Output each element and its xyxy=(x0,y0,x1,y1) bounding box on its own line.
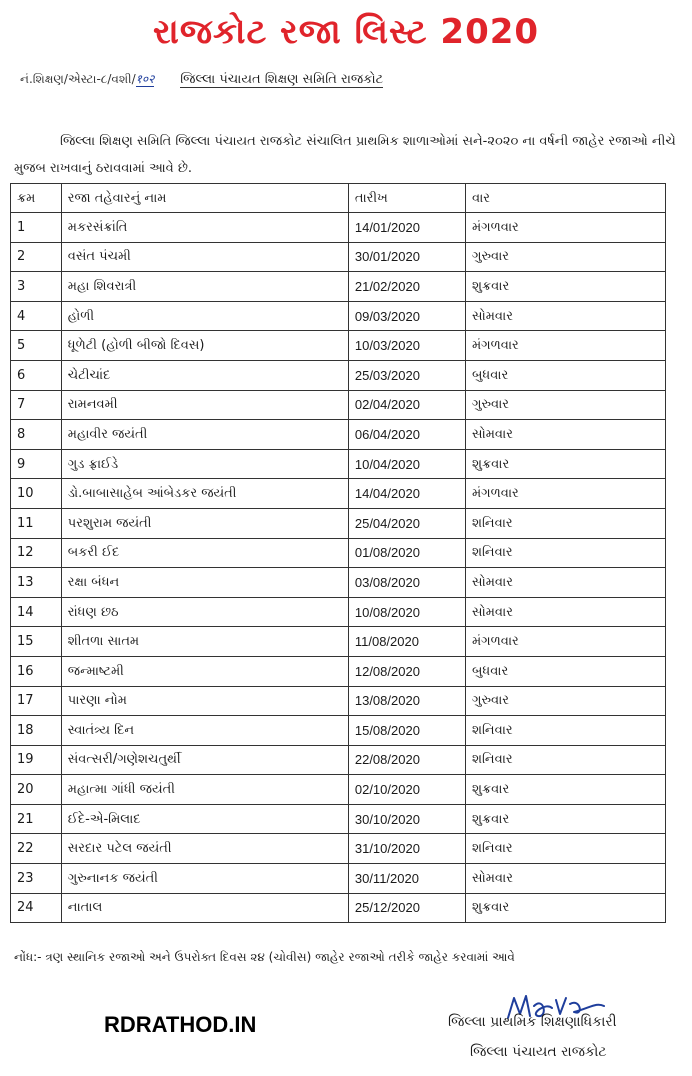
cell-day: સોમવાર xyxy=(465,864,665,894)
cell-no: 20 xyxy=(11,775,62,805)
cell-day: શનિવાર xyxy=(465,716,665,746)
intro-text: જિલ્લા શિક્ષણ સમિતિ જિલ્લા પંચાયત રાજકોટ સંચાલિત પ્રાથમિક શાળાઓમાં સને-૨૦૨૦ ના વર્ષની જાહેર રજાઓ નીચે મુજબ રાખવાનું ઠરાવવામાં આવે છે. xyxy=(14,134,676,176)
cell-no: 5 xyxy=(11,331,62,361)
cell-name: ધૂળેટી (હોળી બીજો દિવસ) xyxy=(61,331,348,361)
signatory-title: જિલ્લા પ્રાથમિક શિક્ષણાધિકારી xyxy=(448,1014,617,1030)
cell-no: 14 xyxy=(11,597,62,627)
cell-name: સરદાર પટેલ જયંતી xyxy=(61,834,348,864)
cell-date: 13/08/2020 xyxy=(348,686,465,716)
cell-no: 3 xyxy=(11,272,62,302)
cell-day: સોમવાર xyxy=(465,568,665,598)
cell-name: ડો.બાબાસાહેબ આંબેડકર જયંતી xyxy=(61,479,348,509)
cell-date: 10/04/2020 xyxy=(348,449,465,479)
cell-date: 10/08/2020 xyxy=(348,597,465,627)
cell-name: પારણા નોમ xyxy=(61,686,348,716)
cell-day: શનિવાર xyxy=(465,538,665,568)
cell-date: 06/04/2020 xyxy=(348,420,465,450)
cell-date: 03/08/2020 xyxy=(348,568,465,598)
cell-no: 7 xyxy=(11,390,62,420)
cell-name: રામનવમી xyxy=(61,390,348,420)
header-date: તારીખ xyxy=(348,184,465,213)
cell-day: શુક્રવાર xyxy=(465,775,665,805)
header-name: રજા તહેવારનું નામ xyxy=(61,184,348,213)
cell-date: 30/10/2020 xyxy=(348,804,465,834)
cell-day: ગુરુવાર xyxy=(465,686,665,716)
reference-number-prefix: નં.શિક્ષણ/એસ્ટા-૮/વશી/ xyxy=(20,72,136,86)
cell-no: 6 xyxy=(11,360,62,390)
cell-name: ચેટીચાંદ xyxy=(61,360,348,390)
cell-date: 10/03/2020 xyxy=(348,331,465,361)
table-row xyxy=(11,627,666,657)
cell-day: મંગળવાર xyxy=(465,331,665,361)
intro-paragraph xyxy=(14,128,679,182)
table-row xyxy=(11,331,666,361)
table-body xyxy=(11,213,666,923)
cell-day: શનિવાર xyxy=(465,745,665,775)
cell-no: 24 xyxy=(11,893,62,923)
cell-no: 16 xyxy=(11,656,62,686)
table-row xyxy=(11,538,666,568)
signatory-office: જિલ્લા પંચાયત રાજકોટ xyxy=(470,1044,607,1060)
cell-no: 4 xyxy=(11,301,62,331)
table-row xyxy=(11,745,666,775)
cell-name: ગુરુનાનક જયંતી xyxy=(61,864,348,894)
cell-date: 31/10/2020 xyxy=(348,834,465,864)
cell-name: ઈદે-એ-મિલાદ xyxy=(61,804,348,834)
cell-date: 12/08/2020 xyxy=(348,656,465,686)
cell-day: શુક્રવાર xyxy=(465,272,665,302)
cell-name: નાતાલ xyxy=(61,893,348,923)
note: નોંધ:- ત્રણ સ્થાનિક રજાઓ અને ઉપરોક્ત દિવસ ૨૪ (ચોવીસ) જાહેર રજાઓ તરીકે જાહેર કરવામાં આવે xyxy=(14,950,515,964)
cell-no: 1 xyxy=(11,213,62,243)
cell-no: 13 xyxy=(11,568,62,598)
cell-name: જન્માષ્ટમી xyxy=(61,656,348,686)
cell-day: શુક્રવાર xyxy=(465,893,665,923)
table-row xyxy=(11,420,666,450)
cell-name: ગુડ ફ્રાઈડે xyxy=(61,449,348,479)
cell-day: મંગળવાર xyxy=(465,479,665,509)
table-row xyxy=(11,568,666,598)
cell-date: 25/12/2020 xyxy=(348,893,465,923)
website-watermark: RDRATHOD.IN xyxy=(104,1012,257,1037)
cell-day: બુધવાર xyxy=(465,360,665,390)
cell-date: 11/08/2020 xyxy=(348,627,465,657)
cell-date: 25/03/2020 xyxy=(348,360,465,390)
cell-name: શીતળા સાતમ xyxy=(61,627,348,657)
cell-date: 30/01/2020 xyxy=(348,242,465,272)
cell-day: શુક્રવાર xyxy=(465,449,665,479)
cell-name: મકરસંક્રાંતિ xyxy=(61,213,348,243)
cell-date: 15/08/2020 xyxy=(348,716,465,746)
cell-day: શનિવાર xyxy=(465,508,665,538)
issuer-name: જિલ્લા પંચાયત શિક્ષણ સમિતિ રાજકોટ xyxy=(180,72,384,87)
table-row xyxy=(11,360,666,390)
cell-day: સોમવાર xyxy=(465,597,665,627)
table-row xyxy=(11,775,666,805)
cell-day: મંગળવાર xyxy=(465,213,665,243)
table-row xyxy=(11,301,666,331)
cell-date: 21/02/2020 xyxy=(348,272,465,302)
cell-date: 14/01/2020 xyxy=(348,213,465,243)
table-row xyxy=(11,597,666,627)
cell-date: 14/04/2020 xyxy=(348,479,465,509)
cell-day: સોમવાર xyxy=(465,301,665,331)
cell-date: 25/04/2020 xyxy=(348,508,465,538)
cell-no: 22 xyxy=(11,834,62,864)
table-row xyxy=(11,272,666,302)
cell-day: બુધવાર xyxy=(465,656,665,686)
cell-no: 19 xyxy=(11,745,62,775)
cell-no: 10 xyxy=(11,479,62,509)
header-no: ક્રમ xyxy=(11,184,62,213)
table-row xyxy=(11,508,666,538)
reference-number-handwritten: १०२ xyxy=(135,72,155,86)
cell-name: હોળી xyxy=(61,301,348,331)
cell-name: બકરી ઈદ xyxy=(61,538,348,568)
holiday-table xyxy=(10,183,666,923)
cell-name: મહાવીર જયંતી xyxy=(61,420,348,450)
cell-no: 8 xyxy=(11,420,62,450)
cell-day: મંગળવાર xyxy=(465,627,665,657)
cell-date: 22/08/2020 xyxy=(348,745,465,775)
cell-name: સ્વાતંત્ર્ય દિન xyxy=(61,716,348,746)
table-row xyxy=(11,686,666,716)
cell-date: 09/03/2020 xyxy=(348,301,465,331)
cell-name: રાંધણ છઠ xyxy=(61,597,348,627)
cell-name: વસંત પંચમી xyxy=(61,242,348,272)
cell-name: રક્ષા બંધન xyxy=(61,568,348,598)
reference-line xyxy=(20,70,680,87)
cell-no: 9 xyxy=(11,449,62,479)
cell-day: ગુરુવાર xyxy=(465,242,665,272)
cell-date: 02/10/2020 xyxy=(348,775,465,805)
table-row xyxy=(11,864,666,894)
cell-no: 21 xyxy=(11,804,62,834)
page-title: રાજકોટ રજા લિસ્ટ 2020 xyxy=(152,12,540,52)
table-row xyxy=(11,390,666,420)
cell-date: 01/08/2020 xyxy=(348,538,465,568)
table-row xyxy=(11,804,666,834)
cell-name: સંવત્સરી/ગણેશચતુર્થી xyxy=(61,745,348,775)
cell-no: 18 xyxy=(11,716,62,746)
cell-day: શુક્રવાર xyxy=(465,804,665,834)
cell-no: 17 xyxy=(11,686,62,716)
table-row xyxy=(11,213,666,243)
cell-no: 2 xyxy=(11,242,62,272)
cell-no: 23 xyxy=(11,864,62,894)
cell-date: 30/11/2020 xyxy=(348,864,465,894)
cell-day: શનિવાર xyxy=(465,834,665,864)
table-row xyxy=(11,242,666,272)
cell-no: 12 xyxy=(11,538,62,568)
cell-day: ગુરુવાર xyxy=(465,390,665,420)
table-row xyxy=(11,656,666,686)
cell-name: મહાત્મા ગાંધી જયંતી xyxy=(61,775,348,805)
table-row xyxy=(11,479,666,509)
cell-day: સોમવાર xyxy=(465,420,665,450)
table-row xyxy=(11,449,666,479)
table-row xyxy=(11,716,666,746)
cell-name: મહા શિવરાત્રી xyxy=(61,272,348,302)
table-row xyxy=(11,893,666,923)
table-header-row xyxy=(11,184,666,213)
table-row xyxy=(11,834,666,864)
cell-date: 02/04/2020 xyxy=(348,390,465,420)
cell-name: પરશુરામ જયંતી xyxy=(61,508,348,538)
cell-no: 15 xyxy=(11,627,62,657)
cell-no: 11 xyxy=(11,508,62,538)
header-day: વાર xyxy=(465,184,665,213)
